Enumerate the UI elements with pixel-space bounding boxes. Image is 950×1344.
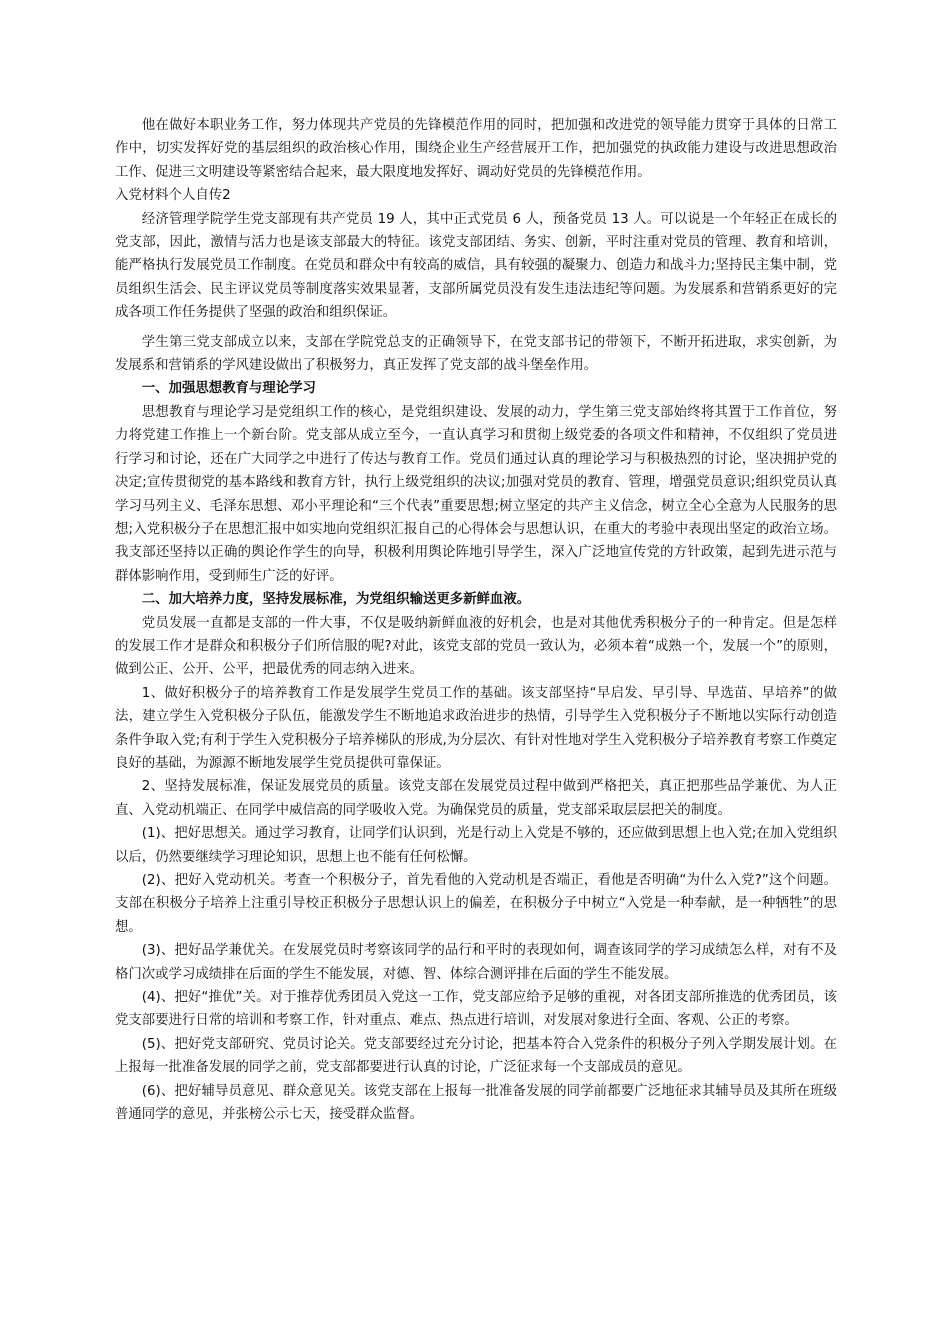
paragraph-member-development: 党员发展一直都是支部的一件大事，不仅是吸纳新鲜血液的好机会，也是对其他优秀积极分子的一种肯定。但是怎样的发展工作才是群众和积极分子们所信服的呢?对此，该党支部的党员一致认为，必须本着“成熟一个，发展一个”的原则，做到公正、公开、公平，把最优秀的同志纳入进来。 (115, 615, 837, 678)
paragraph-subitem-2: (2)、把好入党动机关。考查一个积极分子，首先看他的入党动机是否端正，看他是否明确“为什么入党?”这个问题。支部在积极分子培养上注重引导校正积极分子思想认识上的偏差，在积极分子中树立“入党是一种奉献，是一种牺牲”的思想。 (115, 873, 837, 935)
paragraph-third-branch: 学生第三党支部成立以来，支部在学院党总支的正确领导下，在党支部书记的带领下，不断开拓进取，求实创新，为发展系和营销系的学风建设做出了积极努力，真正发挥了党支部的战斗堡垒作用。 (115, 334, 837, 374)
paragraph-subitem-6: (6)、把好辅导员意见、群众意见关。该党支部在上报每一批准备发展的同学前都要广泛地征求其辅导员及其所在班级普通同学的意见，并张榜公示七天，接受群众监督。 (115, 1083, 837, 1123)
paragraph-item-2: 2、坚持发展标准，保证发展党员的质量。该党支部在发展党员过程中做到严格把关，真正把那些品学兼优、为人正直、入党动机端正、在同学中威信高的同学吸收入党。为确保党员的质量，党支部采取层层把关的制度。 (115, 779, 837, 818)
document-page (115, 114, 837, 1126)
heading-training-standards: 二、加大培养力度，坚持发展标准，为党组织输送更多新鲜血液。 (141, 592, 531, 608)
paragraph-subitem-4: (4)、把好“推优”关。对于推荐优秀团员入党这一工作，党支部应给予足够的重视，对各团支部所推选的优秀团员，该党支部要进行日常的培训和考察工作，针对重点、难点、热点进行培训，对发展对象进行全面、客观、公正的考察。 (115, 990, 837, 1029)
paragraph-branch-overview: 经济管理学院学生党支部现有共产党员 19 人，其中正式党员 6 人，预备党员 13 人。可以说是一个年轻正在成长的党支部，因此，激情与活力也是该支部最大的特征。该党支部团结、务实、创新，平时注重对党员的管理、教育和培训，能严格执行发展党员工作制度。在党员和群众中有较高的威信，具有较强的凝聚力、创造力和战斗力;坚持民主集中制，党员组织生活会、民主评议党员等制度落实效果显著，支部所属党员没有发生违法违纪等问题。为发展系和营销系更好的完成各项工作任务提供了坚强的政治和组织保证。 (115, 211, 837, 321)
heading-thought-education: 一、加强思想教育与理论学习 (141, 381, 316, 397)
paragraph-item-1: 1、做好积极分子的培养教育工作是发展学生党员工作的基础。该支部坚持“早启发、早引导、早选苗、早培养”的做法，建立学生入党积极分子队伍，能激发学生不断地追求政治进步的热情，引导学生入党积极分子不断地以实际行动创造条件争取入党;有利于学生入党积极分子培养梯队的形成,为分层次、有针对性地对学生入党积极分子培养教育考察工作奠定良好的基础，为源源不断地发展学生党员提供可靠保证。 (115, 685, 837, 771)
paragraph-subitem-5: (5)、把好党支部研究、党员讨论关。党支部要经过充分讨论，把基本符合入党条件的积极分子列入学期发展计划。在上报每一批准备发展的同学之前，党支部都要进行认真的讨论，广泛征求每一个支部成员的意见。 (115, 1036, 837, 1076)
section-title: 入党材料个人自传2 (115, 188, 231, 204)
paragraph-thought-education: 思想教育与理论学习是党组织工作的核心，是党组织建设、发展的动力，学生第三党支部始终将其置于工作首位，努力将党建工作推上一个新台阶。党支部从成立至今，一直认真学习和贯彻上级党委的各项文件和精神，不仅组织了党员进行学习和讨论，还在广大同学之中进行了传达与教育工作。党员们通过认真的理论学习与积极热烈的讨论，坚决拥护党的决定;宣传贯彻党的基本路线和教育方针，执行上级党组织的决议;加强对党员的教育、管理，增强党员意识;组织党员认真学习马列主义、毛泽东思想、邓小平理论和“三个代表”重要思想;树立坚定的共产主义信念，树立全心全意为人民服务的思想;入党积极分子在思想汇报中如实地向党组织汇报自己的心得体会与思想认识，在重大的考验中表现出坚定的政治立场。我支部还坚持以正确的舆论作学生的向导，积极利用舆论阵地引导学生，深入广泛地宣传党的方针政策，起到先进示范与群体影响作用，受到师生广泛的好评。 (115, 404, 837, 584)
paragraph-subitem-3: (3)、把好品学兼优关。在发展党员时考察该同学的品行和平时的表现如何，调查该同学的学习成绩怎么样，对有不及格门次或学习成绩排在后面的学生不能发展，对德、智、体综合测评排在后面的学生不能发展。 (115, 943, 837, 982)
paragraph-intro: 他在做好本职业务工作，努力体现共产党员的先锋模范作用的同时，把加强和改进党的领导能力贯穿于具体的日常工作中，切实发挥好党的基层组织的政治核心作用，围绕企业生产经营展开工作，把加强党的执政能力建设与改进思想政治工作、促进三文明建设等紧密结合起来，最大限度地发挥好、调动好党员的先锋模范作用。 (115, 118, 837, 180)
paragraph-subitem-1: (1)、把好思想关。通过学习教育，让同学们认识到，光是行动上入党是不够的，还应做到思想上也入党;在加入党组织以后，仍然要继续学习理论知识，思想上也不能有任何松懈。 (115, 826, 837, 865)
